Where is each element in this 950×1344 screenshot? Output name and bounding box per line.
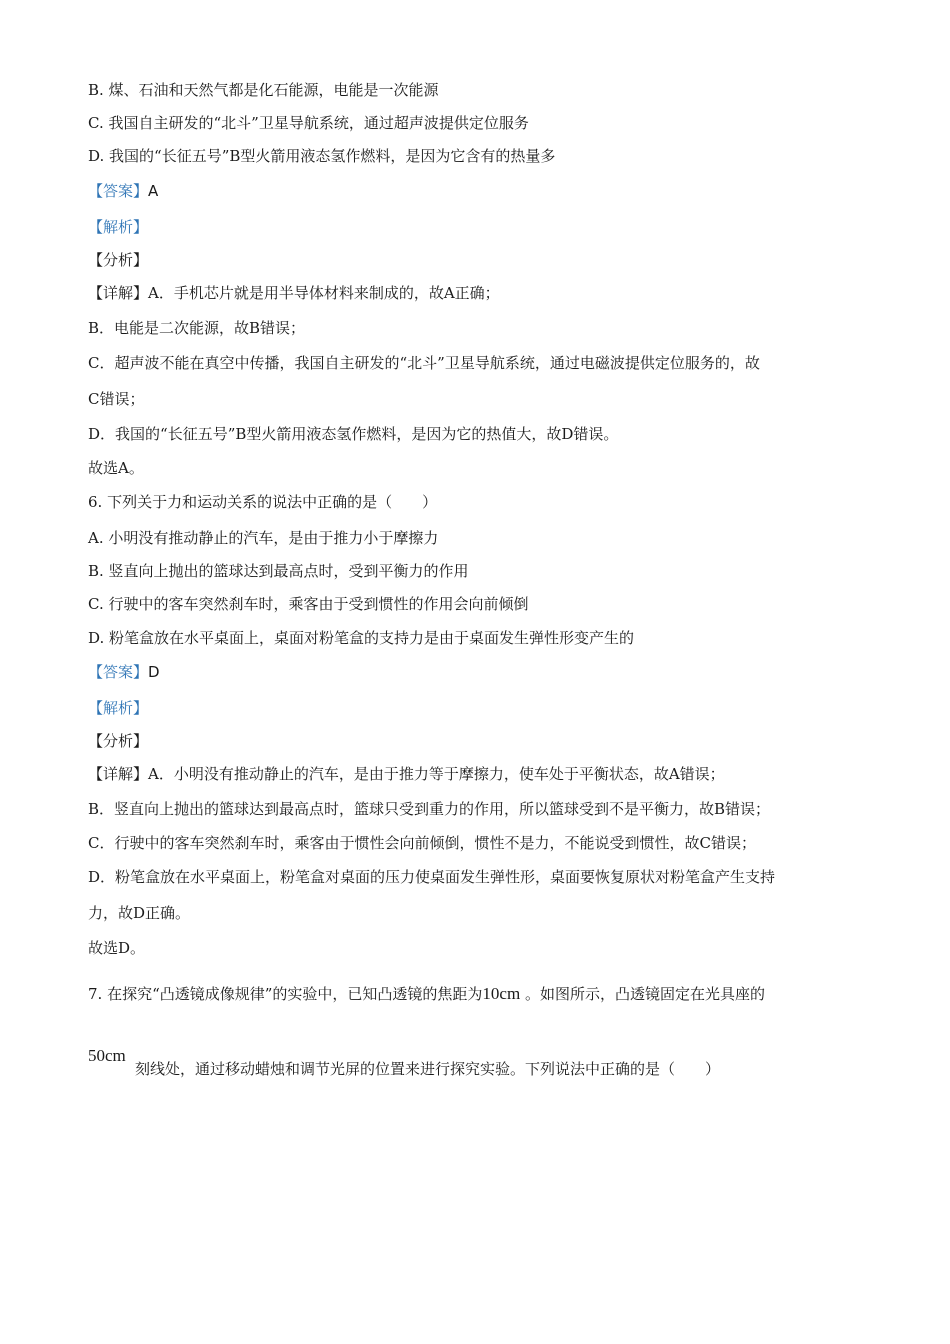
q5-detail-c-line1: C．超声波不能在真空中传播，我国自主研发的“北斗”卫星导航系统，通过电磁波提供定位服务的，故 [88,354,760,372]
q7-stem-part1: 7. 在探究“凸透镜成像规律”的实验中，已知凸透镜的焦距为 [88,985,483,1003]
q6-option-b: B. 竖直向上抛出的篮球达到最高点时，受到平衡力的作用 [88,562,469,580]
q6-option-a: A. 小明没有推动静止的汽车，是由于推力小于摩擦力 [88,529,439,547]
q6-answer [88,662,160,682]
q6-fenxi: 【分析】 [88,732,149,750]
answer-value: A [148,182,159,200]
q6-conclusion: 故选D。 [88,939,146,957]
q5-detail-b: B．电能是二次能源，故B错误； [88,319,306,337]
q5-option-b: B. 煤、石油和天然气都是化石能源，电能是一次能源 [88,81,439,99]
q5-detail-d: D．我国的“长征五号”B型火箭用液态氢作燃料，是因为它的热值大，故D错误。 [88,425,619,443]
q5-detail-c-line2: C错误； [88,390,145,408]
q7-position: 50cm [88,1046,126,1065]
q5-analysis-tag: 【解析】 [88,218,149,236]
q5-conclusion: 故选A。 [88,459,144,477]
q5-fenxi: 【分析】 [88,251,149,269]
q5-detail-a: 【详解】A．手机芯片就是用半导体材料来制成的，故A正确； [88,284,500,302]
q7-stem-part2: 。如图所示，凸透镜固定在光具座的 [524,985,765,1003]
q6-detail-d-line1: D．粉笔盒放在水平桌面上，粉笔盒对桌面的压力使桌面发生弹性形，桌面要恢复原状对粉笔盒产生支持 [88,868,776,886]
q5-option-c: C. 我国自主研发的“北斗”卫星导航系统，通过超声波提供定位服务 [88,114,529,132]
q7-focal-length: 10cm [482,984,521,1003]
q5-answer [88,181,158,201]
q6-detail-b: B．竖直向上抛出的篮球达到最高点时，篮球只受到重力的作用，所以篮球受到不是平衡力，故B错误； [88,800,771,818]
q6-stem: 6. 下列关于力和运动关系的说法中正确的是（ ） [88,493,438,511]
q6-analysis-tag: 【解析】 [88,699,149,717]
q6-detail-c: C．行驶中的客车突然刹车时，乘客由于惯性会向前倾倒，惯性不是力，不能说受到惯性，故C错误； [88,834,756,852]
q7-stem-line1 [88,984,765,1004]
answer-tag: 【答案】 [88,182,149,200]
q6-detail-d-line2: 力，故D正确。 [88,904,191,922]
q7-stem-part3: 刻线处，通过移动蜡烛和调节光屏的位置来进行探究实验。下列说法中正确的是（ ） [135,1060,721,1078]
q5-option-d: D. 我国的“长征五号”B型火箭用液态氢作燃料，是因为它含有的热量多 [88,147,556,165]
q6-option-c: C. 行驶中的客车突然刹车时，乘客由于受到惯性的作用会向前倾倒 [88,595,529,613]
q6-detail-a: 【详解】A．小明没有推动静止的汽车，是由于推力等于摩擦力，使车处于平衡状态，故A错误； [88,765,725,783]
answer-value: D [148,663,160,681]
q6-option-d: D. 粉笔盒放在水平桌面上，桌面对粉笔盒的支持力是由于桌面发生弹性形变产生的 [88,629,635,647]
answer-tag: 【答案】 [88,663,149,681]
